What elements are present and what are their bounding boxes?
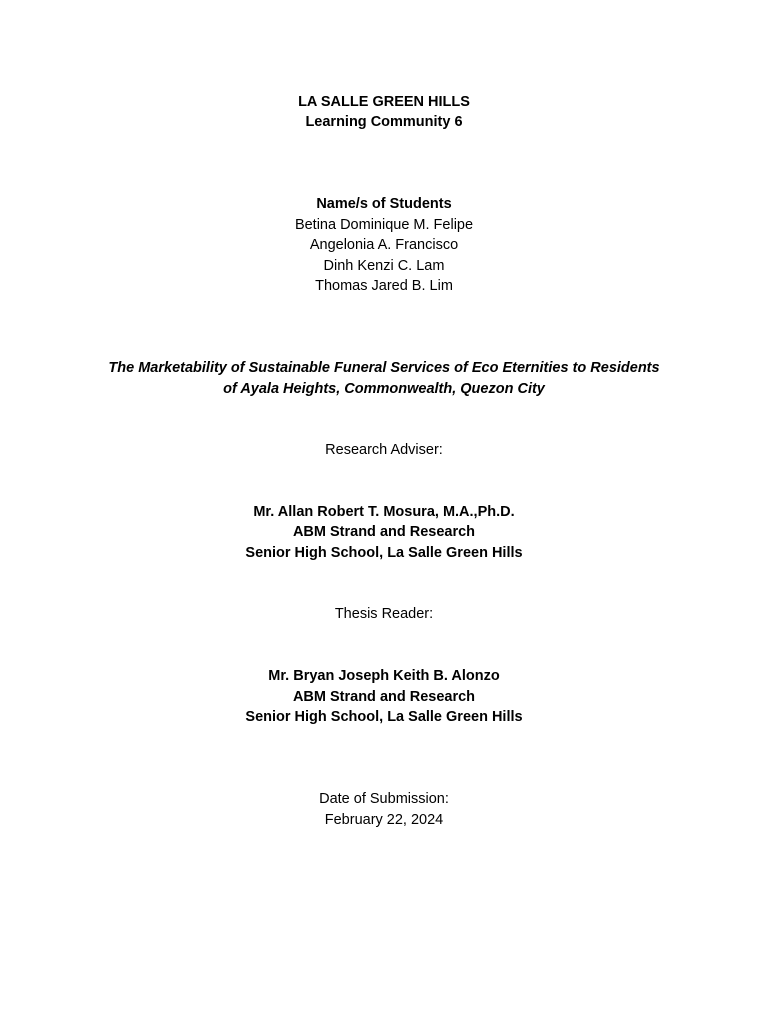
students-heading: Name/s of Students (316, 196, 452, 212)
adviser-name: Mr. Allan Robert T. Mosura, M.A.,Ph.D. (253, 504, 515, 520)
learning-community: Learning Community 6 (305, 114, 463, 130)
submission-date: February 22, 2024 (324, 812, 444, 828)
student-name: Dinh Kenzi C. Lam (323, 258, 445, 274)
reader-name: Mr. Bryan Joseph Keith B. Alonzo (268, 668, 500, 684)
student-name: Angelonia A. Francisco (309, 237, 459, 253)
thesis-title-line: of Ayala Heights, Commonwealth, Quezon City (223, 381, 545, 397)
reader-school: Senior High School, La Salle Green Hills (245, 709, 523, 725)
student-name: Thomas Jared B. Lim (315, 278, 453, 294)
school-name: LA SALLE GREEN HILLS (298, 94, 470, 110)
adviser-school: Senior High School, La Salle Green Hills (245, 545, 523, 561)
adviser-label: Research Adviser: (325, 442, 443, 458)
student-name: Betina Dominique M. Felipe (294, 217, 474, 233)
reader-department: ABM Strand and Research (292, 689, 476, 705)
thesis-title-line: The Marketability of Sustainable Funeral Services of Eco Eternities to Residents (108, 360, 660, 376)
reader-label: Thesis Reader: (334, 606, 434, 622)
submission-label: Date of Submission: (319, 791, 449, 807)
adviser-department: ABM Strand and Research (292, 524, 476, 540)
